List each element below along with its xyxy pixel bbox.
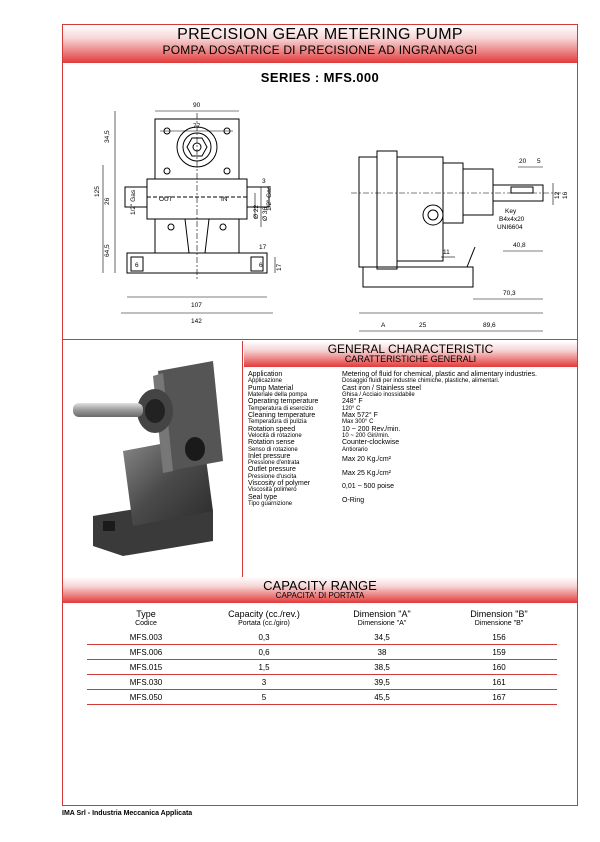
spec-value-it: 10 ~ 200 Giri/min. — [342, 432, 390, 439]
divider-top — [63, 339, 577, 340]
cell-dim-b: 159 — [492, 647, 506, 657]
spec-value-en: Metering of fluid for chemical, plastic and alimentary industries. — [342, 371, 537, 378]
cell-dim-a: 45,5 — [374, 692, 390, 702]
spec-value-en: 248° F — [342, 398, 363, 406]
series-label: SERIES : MFS.000 — [260, 70, 380, 85]
product-photo-box — [63, 341, 243, 577]
cell-dim-a: 38 — [377, 647, 387, 657]
header-type: Type — [136, 609, 156, 619]
cell-dim-a: 34,5 — [374, 632, 390, 642]
spec-value-en: 10 ~ 200 Rev./min. — [342, 425, 401, 433]
cell-capacity: 5 — [261, 692, 267, 702]
key-line-3: UNI6604 — [497, 224, 523, 231]
spec-value-it: Ghisa / Acciaio inossidabile — [342, 391, 415, 398]
dim-11: 11 — [443, 249, 450, 256]
cell-dim-a: 39,5 — [374, 677, 390, 687]
header-capacity: Capacity (cc./rev.) — [228, 609, 300, 619]
dim-dia-36: Ø 36 — [262, 206, 269, 221]
label-gas-right: 1/2" Gas — [266, 185, 273, 211]
spec-label-it: Materiale della pompa — [248, 391, 308, 398]
key-line-1: Key — [505, 208, 517, 215]
dim-40-8: 40,8 — [513, 242, 526, 249]
spec-label-it: Temperatura di esercizio — [248, 405, 314, 412]
dim-70-3: 70,3 — [503, 290, 516, 297]
dim-89-6: 89,6 — [483, 322, 496, 329]
key-line-2: B4x4x20 — [499, 216, 525, 223]
footer-company: IMA Srl - Industria Meccanica Applicata — [62, 810, 193, 817]
spec-value-en: O-Ring — [342, 496, 365, 504]
spec-row — [248, 453, 574, 467]
spec-row — [248, 398, 574, 412]
header-type-it: Codice — [135, 620, 157, 627]
header-dim-b-it: Dimensione "B" — [474, 620, 524, 627]
page-subtitle: POMPA DOSATRICE DI PRECISIONE AD INGRANAGGI — [162, 43, 478, 57]
spec-label-it: Applicazione — [248, 378, 283, 385]
front-view-drawing — [103, 111, 275, 313]
spec-value-en: Max 25 Kg./cm² — [342, 469, 392, 477]
dim-5: 5 — [537, 158, 541, 165]
spec-label-en: Pump Material — [248, 384, 294, 392]
cell-capacity: 0,3 — [258, 632, 270, 642]
dim-64-5: 64,5 — [104, 244, 111, 257]
spec-value-en: 0,01 ~ 500 poise — [342, 483, 394, 491]
cell-dim-b: 156 — [492, 632, 506, 642]
dim-6-left: 6 — [135, 262, 139, 269]
dim-12: 12 — [554, 191, 561, 199]
header-dim-a-it: Dimensione "A" — [357, 620, 407, 627]
cell-type: MFS.030 — [129, 677, 163, 687]
cell-type: MFS.050 — [129, 692, 163, 702]
cell-dim-a: 38,5 — [374, 662, 390, 672]
general-title: GENERAL CHARACTERISTIC — [327, 342, 494, 356]
spec-label-it: Velocità di rotazione — [248, 432, 302, 439]
table-row — [87, 645, 557, 660]
dim-17-top: 17 — [259, 244, 267, 251]
spec-label-en: Viscosity of polymer — [248, 480, 311, 488]
spec-row — [248, 385, 574, 399]
spec-label-en: Rotation speed — [248, 425, 296, 433]
pump-photo-illustration — [63, 341, 243, 577]
spec-label-en: Operating temperature — [248, 398, 319, 406]
dim-17-side: 17 — [276, 263, 283, 271]
spec-row — [248, 371, 574, 385]
header-dim-b: Dimension "B" — [470, 609, 528, 619]
spec-label-en: Cleaning temperature — [248, 411, 316, 419]
dim-77: 77 — [193, 123, 201, 130]
cell-capacity: 3 — [261, 677, 267, 687]
table-row — [87, 675, 557, 690]
general-subtitle: CARATTERISTICHE GENERALI — [344, 354, 477, 364]
dim-34-5: 34,5 — [104, 130, 111, 143]
page-frame — [62, 24, 578, 806]
general-characteristic-band — [244, 341, 577, 367]
dim-A: A — [381, 322, 386, 329]
spec-label-en: Outlet pressure — [248, 466, 296, 474]
spec-label-it: Pressione d'entrata — [248, 460, 300, 467]
spec-table — [248, 371, 574, 507]
title-band — [63, 25, 577, 63]
header-dim-a: Dimension "A" — [353, 609, 411, 619]
cell-dim-b: 160 — [492, 662, 506, 672]
dim-6-right: 6 — [259, 262, 263, 269]
dim-dia-22: Ø 22 — [253, 204, 260, 219]
dim-90: 90 — [193, 102, 201, 109]
spec-value-en: Max 572° F — [342, 411, 378, 419]
cell-dim-b: 167 — [492, 692, 506, 702]
spec-label-it: Pressione d'uscita — [248, 473, 297, 480]
spec-value-it: Dosaggio fluidi per industrie chimiche, plastiche, alimentari. — [342, 378, 500, 385]
spec-row — [248, 466, 574, 480]
spec-row — [248, 439, 574, 453]
page-title: PRECISION GEAR METERING PUMP — [177, 26, 463, 43]
cell-type: MFS.003 — [129, 632, 163, 642]
cell-type: MFS.015 — [129, 662, 163, 672]
cell-type: MFS.006 — [129, 647, 163, 657]
capacity-table — [87, 609, 557, 705]
spec-label-it: Senso di rotazione — [248, 446, 298, 453]
spec-value-it: 120° C — [342, 405, 361, 412]
spec-row — [248, 412, 574, 426]
capacity-title: CAPACITY RANGE — [263, 578, 377, 593]
spec-value-en: Max 20 Kg./cm² — [342, 455, 392, 463]
table-row — [87, 660, 557, 675]
spec-label-it: Tipo guarnizione — [248, 501, 293, 508]
table-row — [87, 690, 557, 705]
cell-capacity: 0,6 — [258, 647, 270, 657]
spec-row — [248, 494, 574, 508]
table-row — [87, 630, 557, 645]
spec-label-it: Temperatura di pulizia — [248, 419, 307, 426]
dim-142: 142 — [191, 318, 202, 325]
spec-label-en: Application — [248, 371, 283, 378]
capacity-subtitle: CAPACITA' DI PORTATA — [275, 591, 365, 600]
spec-row — [248, 426, 574, 440]
technical-drawings — [63, 87, 577, 337]
dim-25: 25 — [419, 322, 427, 329]
spec-value-it: Max 300° C — [342, 419, 374, 426]
spec-row — [248, 480, 574, 494]
dim-107: 107 — [191, 302, 202, 309]
dim-16: 16 — [562, 191, 569, 199]
spec-value-en: Cast iron / Stainless steel — [342, 384, 421, 392]
label-out: OUT — [159, 196, 173, 203]
dim-26: 26 — [104, 197, 111, 205]
capacity-table-header — [87, 609, 557, 627]
spec-label-en: Rotation sense — [248, 439, 295, 447]
dim-3: 3 — [262, 178, 266, 185]
cell-dim-b: 161 — [492, 677, 506, 687]
header-capacity-it: Portata (cc./giro) — [238, 620, 290, 627]
spec-value-it: Antiorario — [342, 446, 368, 453]
cell-capacity: 1,5 — [258, 662, 270, 672]
spec-label-it: Viscosità polimero — [248, 487, 297, 494]
spec-label-en: Inlet pressure — [248, 452, 291, 460]
dim-125: 125 — [94, 186, 101, 197]
spec-value-en: Counter-clockwise — [342, 439, 400, 447]
label-in: IN — [221, 196, 228, 203]
dim-20: 20 — [519, 158, 527, 165]
side-view-drawing — [351, 151, 563, 331]
spec-label-en: Seal type — [248, 493, 278, 501]
label-gas-left: 1/2" Gas — [130, 189, 137, 215]
capacity-range-band — [63, 577, 577, 603]
